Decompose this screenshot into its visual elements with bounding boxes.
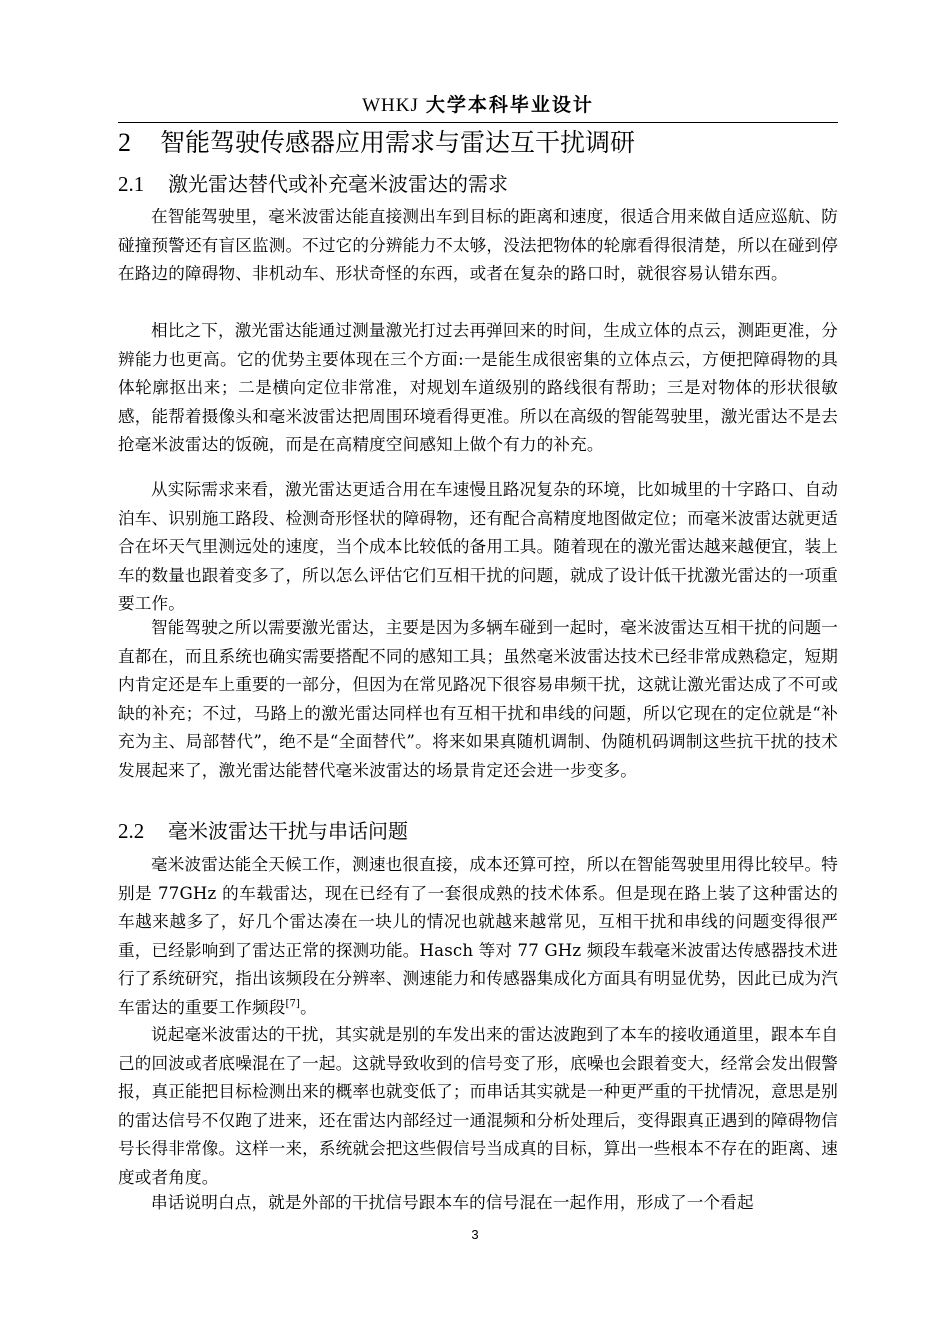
section-title: 毫米波雷达干扰与串话问题 [168,819,408,843]
chapter-title: 智能驾驶传感器应用需求与雷达互干扰调研 [160,128,636,157]
section-heading [118,170,508,198]
body-paragraph [118,851,838,1022]
chapter-heading [118,126,635,160]
header-title: 大学本科毕业设计 [425,94,594,116]
body-paragraph: 在智能驾驶里，毫米波雷达能直接测出车到目标的距离和速度，很适合用来做自适应巡航、防碰撞预警还有盲区监测。不过它的分辨能力不太够，没法把物体的轮廓看得很清楚，所以在碰到停在路边的障碍物、非机动车、形状奇怪的东西，或者在复杂的路口时，就很容易认错东西。 [118,207,838,283]
header-code: WHKJ [362,95,419,116]
running-header [118,92,838,119]
chapter-number: 2 [118,128,131,157]
citation-marker: [7] [285,997,301,1009]
body-paragraph: 相比之下，激光雷达能通过测量激光打过去再弹回来的时间，生成立体的点云，测距更准，分辨能力也更高。它的优势主要体现在三个方面:一是能生成很密集的立体点云，方便把障碍物的具体轮廓抠出来；二是横向定位非常准，对规划车道级别的路线很有帮助；三是对物体的形状很敏感，能帮着摄像头和毫米波雷达把周围环境看得更准。所以在高级的智能驾驶里，激光雷达不是去抢毫米波雷达的饭碗，而是在高精度空间感知上做个有力的补充。 [118,321,838,454]
section-title: 激光雷达替代或补充毫米波雷达的需求 [168,172,508,196]
page-number: 3 [471,1227,479,1242]
section-number: 2.2 [118,819,145,843]
paragraph-text: 毫米波雷达能全天候工作，测速也很直接，成本还算可控，所以在智能驾驶里用得比较早。特别是 77GHz 的车载雷达，现在已经有了一套很成熟的技术体系。但是现在路上装了这种雷达的车越来越多了，好几个雷达凑在一块儿的情况也就越来越常见，互相干扰和串线的问题变得很严重，已经影响到了雷达正常的探测功能。Hasch 等对 77 GHz 频段车载毫米波雷达传感器技术进行了系统研究，指出该频段在分辨率、测速能力和传感器集成化方面具有明显优势，因此已成为汽车雷达的重要工作频段 [118,855,838,1017]
header-rule [118,122,838,123]
section-heading [118,817,408,845]
paragraph-end: 。 [300,997,317,1017]
body-paragraph: 智能驾驶之所以需要激光雷达，主要是因为多辆车碰到一起时，毫米波雷达互相干扰的问题一直都在，而且系统也确实需要搭配不同的感知工具；虽然毫米波雷达技术已经非常成熟稳定，短期内肯定还是车上重要的一部分，但因为在常见路况下很容易串频干扰，这就让激光雷达成了不可或缺的补充；不过，马路上的激光雷达同样也有互相干扰和串线的问题，所以它现在的定位就是“补充为主、局部替代”，绝不是“全面替代”。将来如果真随机调制、伪随机码调制这些抗干扰的技术发展起来了，激光雷达能替代毫米波雷达的场景肯定还会进一步变多。 [118,618,839,780]
body-paragraph: 说起毫米波雷达的干扰，其实就是别的车发出来的雷达波跑到了本车的接收通道里，跟本车自己的回波或者底噪混在了一起。这就导致收到的信号变了形，底噪也会跟着变大，经常会发出假警报，真正能把目标检测出来的概率也就变低了；而串话其实就是一种更严重的干扰情况，意思是别的雷达信号不仅跑了进来，还在雷达内部经过一通混频和分析处理后，变得跟真正遇到的障碍物信号长得非常像。这样一来，系统就会把这些假信号当成真的目标，算出一些根本不存在的距离、速度或者角度。 [118,1025,838,1187]
body-paragraph: 从实际需求来看，激光雷达更适合用在车速慢且路况复杂的环境，比如城里的十字路口、自动泊车、识别施工路段、检测奇形怪状的障碍物，还有配合高精度地图做定位；而毫米波雷达就更适合在坏天气里测远处的速度，当个成本比较低的备用工具。随着现在的激光雷达越来越便宜，装上车的数量也跟着变多了，所以怎么评估它们互相干扰的问题，就成了设计低干扰激光雷达的一项重要工作。 [118,480,838,613]
section-number: 2.1 [118,172,145,196]
body-paragraph: 串话说明白点，就是外部的干扰信号跟本车的信号混在一起作用，形成了一个看起 [151,1193,754,1212]
